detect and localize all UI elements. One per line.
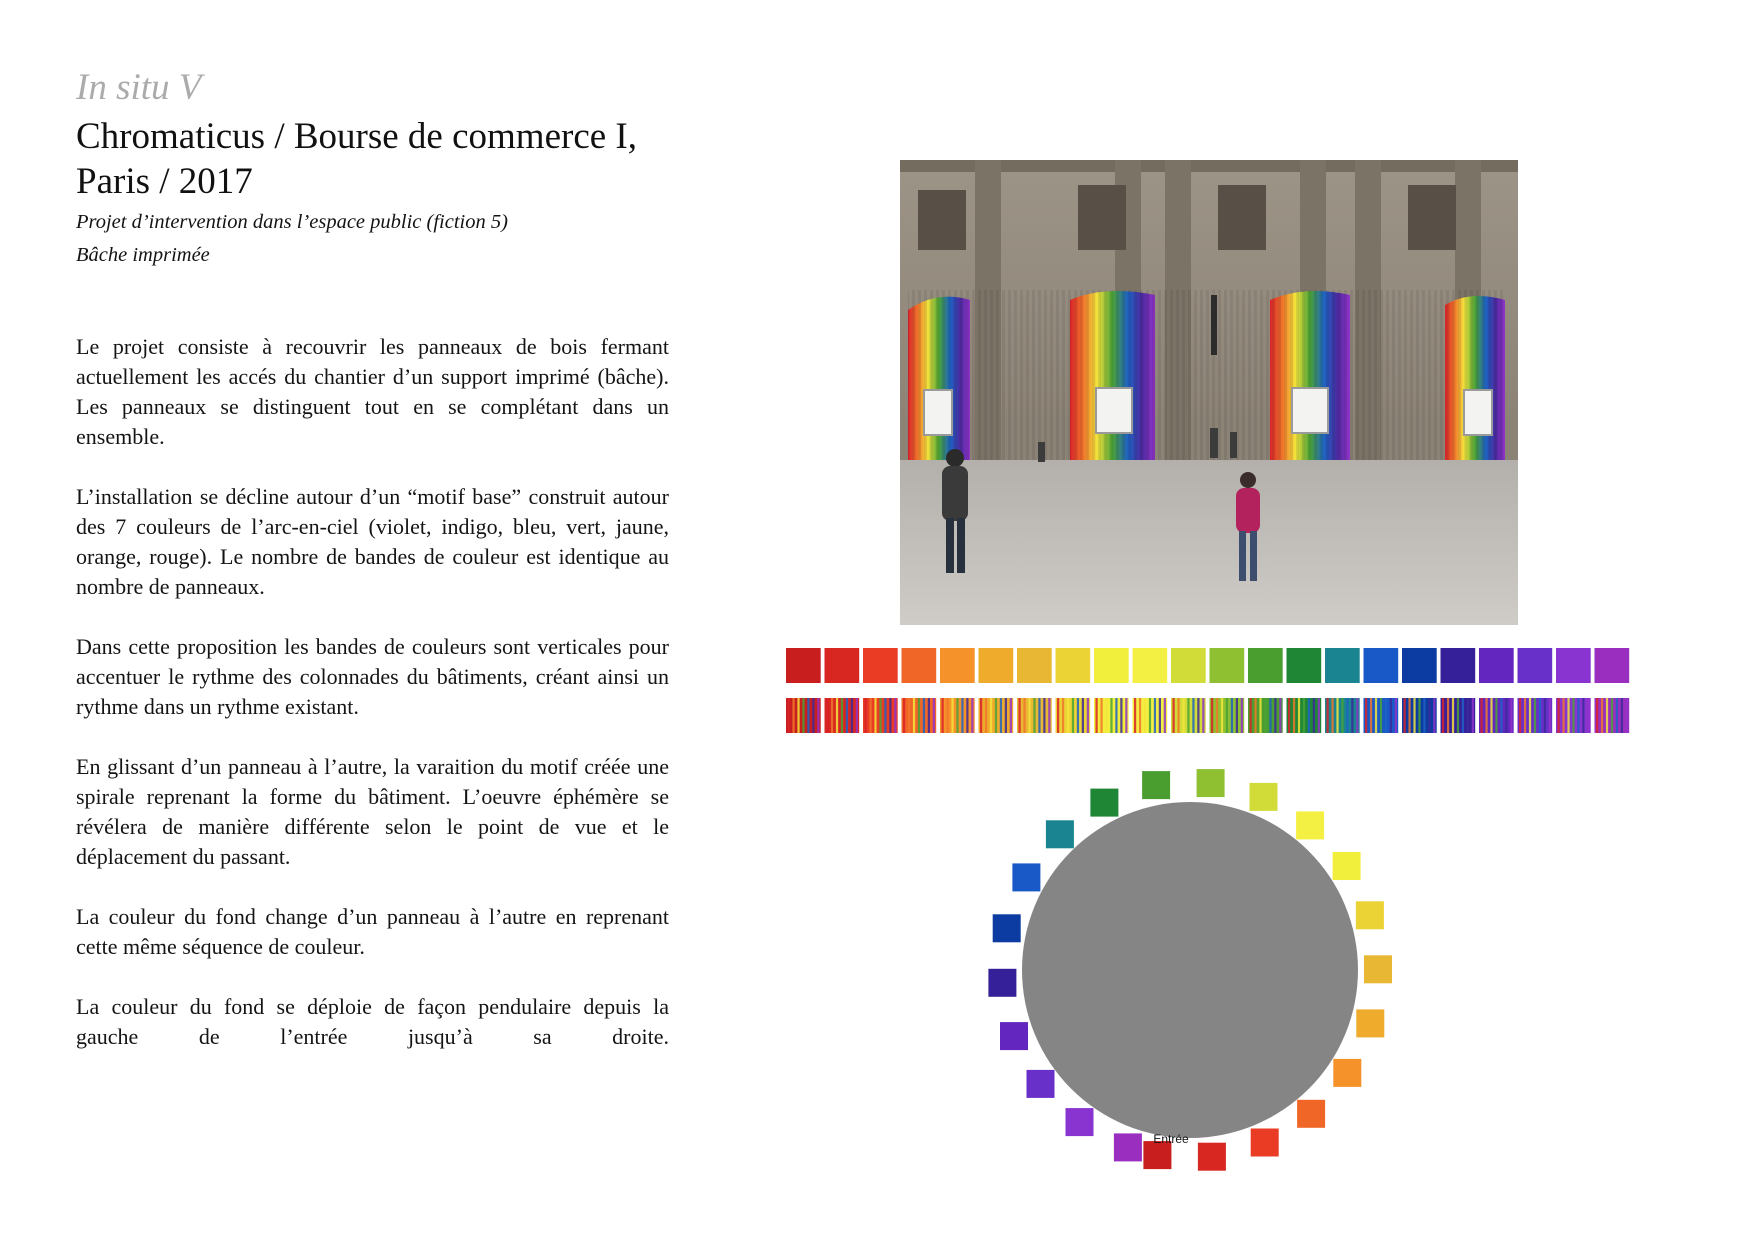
paragraph: Dans cette proposition les bandes de couleurs sont verticales pour accentuer le rythme des colonnades du bâtiments, créant ainsi un rythme dans un rythme existant. <box>76 634 669 719</box>
color-swatch <box>825 648 860 683</box>
wheel-swatch <box>1142 771 1170 799</box>
color-swatch <box>786 648 821 683</box>
wheel-swatch <box>1333 1059 1361 1087</box>
striped-swatch <box>902 698 937 733</box>
wheel-swatch <box>1066 1108 1094 1136</box>
building-plan-circle <box>1022 802 1358 1138</box>
striped-swatch <box>940 698 975 733</box>
color-swatch <box>979 648 1014 683</box>
window <box>1408 185 1456 250</box>
paragraph: En glissant d’un panneau à l’autre, la varaition du motif créée une spirale reprenant la forme du bâtiment. L’oeuvre éphémère se révélera de manière différente selon le point de vue et le déplacement du passant. <box>76 754 669 869</box>
wheel-swatch <box>1251 1129 1279 1157</box>
window <box>1078 185 1126 250</box>
striped-swatch <box>1441 698 1476 733</box>
striped-swatch <box>1479 698 1514 733</box>
color-strip-striped <box>786 698 1633 733</box>
wheel-swatch <box>1012 863 1040 891</box>
wheel-swatch <box>993 914 1021 942</box>
color-swatch <box>1518 648 1553 683</box>
color-swatch <box>863 648 898 683</box>
notice-sign <box>924 390 952 435</box>
window <box>1218 185 1266 250</box>
striped-swatch <box>1287 698 1322 733</box>
title-line-1: Chromaticus / Bourse de commerce I, <box>76 116 637 157</box>
color-swatch <box>1210 648 1245 683</box>
color-swatch <box>1287 648 1322 683</box>
subtitle <box>76 206 508 272</box>
striped-swatch <box>1056 698 1091 733</box>
color-swatch <box>1364 648 1399 683</box>
color-strip-solid <box>786 648 1633 683</box>
wheel-swatch <box>1356 1009 1384 1037</box>
entrance-label: Entrée <box>1153 1132 1189 1146</box>
wheel-swatch <box>1114 1133 1142 1161</box>
title-line-2: Paris / 2017 <box>76 161 253 202</box>
wheel-swatch <box>1027 1070 1055 1098</box>
wheel-swatch <box>1356 901 1384 929</box>
wheel-swatch <box>1197 769 1225 797</box>
wheel-swatch <box>1090 789 1118 817</box>
striped-swatch <box>1595 698 1630 733</box>
series-label: In situ V <box>76 67 202 108</box>
striped-swatch <box>1518 698 1553 733</box>
striped-swatch <box>1210 698 1245 733</box>
striped-swatch <box>786 698 821 733</box>
striped-swatch <box>1402 698 1437 733</box>
striped-swatch <box>1017 698 1052 733</box>
color-swatch <box>1441 648 1476 683</box>
striped-swatch <box>1248 698 1283 733</box>
color-swatch <box>1248 648 1283 683</box>
color-swatch <box>1325 648 1360 683</box>
paragraph: Le projet consiste à recouvrir les panneaux de bois fermant actuellement les accés du chantier d’un support imprimé (bâche). Les panneaux se distinguent tout en se complétant dans un ensemble. <box>76 334 669 449</box>
wheel-swatch <box>1198 1143 1226 1171</box>
color-swatch <box>1094 648 1129 683</box>
striped-swatch <box>825 698 860 733</box>
wheel-swatch <box>1297 1100 1325 1128</box>
striped-swatch <box>1133 698 1168 733</box>
color-swatch <box>1402 648 1437 683</box>
color-wheel-diagram <box>980 760 1400 1180</box>
body-text <box>76 332 669 1082</box>
wheel-swatch <box>1250 783 1278 811</box>
striped-swatch <box>1094 698 1129 733</box>
wheel-swatch <box>1364 955 1392 983</box>
color-swatch <box>902 648 937 683</box>
color-swatch <box>1056 648 1091 683</box>
notice-sign <box>1096 388 1132 433</box>
page-title <box>76 114 696 204</box>
striped-swatch <box>1171 698 1206 733</box>
subtitle-line-1: Projet d’intervention dans l’espace public (fiction 5) <box>76 211 508 233</box>
color-swatch <box>1556 648 1591 683</box>
striped-swatch <box>1556 698 1591 733</box>
subtitle-line-2: Bâche imprimée <box>76 244 210 266</box>
wheel-swatch <box>1046 820 1074 848</box>
paragraph: L’installation se décline autour d’un “motif base” construit autour des 7 couleurs de l’arc-en-ciel (violet, indigo, bleu, vert, jaune, orange, rouge). Le nombre de bandes de couleur est identique au nombre de panneaux. <box>76 484 669 599</box>
wheel-swatch <box>1333 852 1361 880</box>
color-swatch <box>1017 648 1052 683</box>
wheel-swatch <box>1000 1022 1028 1050</box>
window <box>918 190 966 250</box>
color-swatch <box>1171 648 1206 683</box>
color-swatch <box>1479 648 1514 683</box>
paragraph: La couleur du fond se déploie de façon pendulaire depuis la gauche de l’entrée jusqu’à sa droite. <box>76 994 669 1049</box>
lamp-post <box>1211 295 1217 355</box>
striped-swatch <box>979 698 1014 733</box>
color-swatch <box>1133 648 1168 683</box>
color-swatch <box>940 648 975 683</box>
striped-swatch <box>1364 698 1399 733</box>
striped-swatch <box>863 698 898 733</box>
facade-photo <box>900 160 1518 625</box>
paragraph: La couleur du fond change d’un panneau à l’autre en reprenant cette même séquence de couleur. <box>76 904 669 959</box>
color-swatch <box>1595 648 1630 683</box>
square-ground <box>900 460 1518 625</box>
notice-sign <box>1464 390 1492 435</box>
striped-swatch <box>1325 698 1360 733</box>
wheel-swatch <box>988 969 1016 997</box>
notice-sign <box>1292 388 1328 433</box>
wheel-swatch <box>1296 811 1324 839</box>
